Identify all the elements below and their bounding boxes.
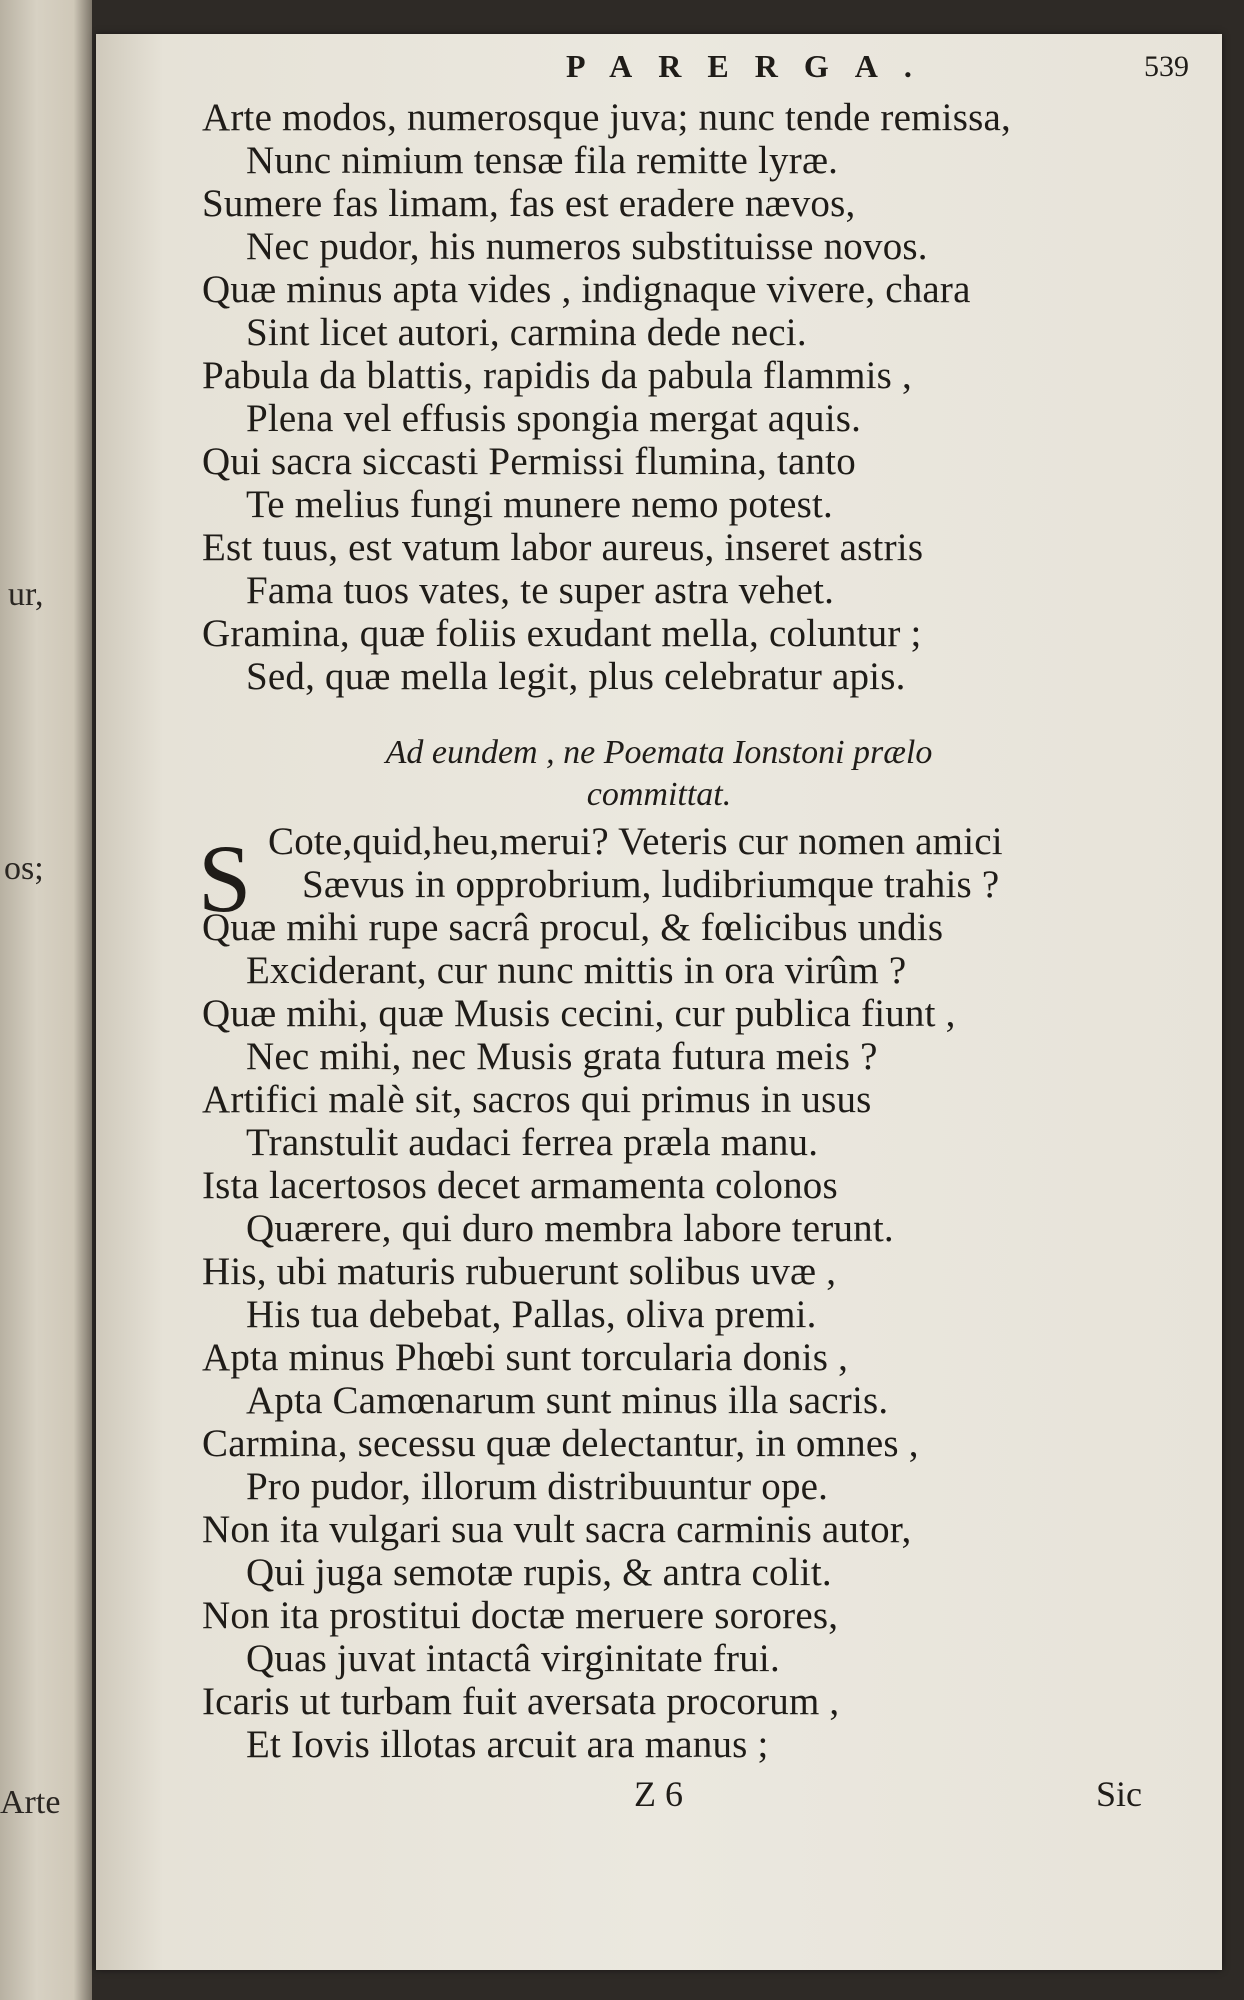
poem-2 xyxy=(202,820,1202,1766)
verse-line: Qui sacra siccasti Permissi flumina, tanto xyxy=(202,440,856,483)
verse-line: Cote,quid,heu,merui? Veteris cur nomen amici xyxy=(268,820,1003,863)
prev-page-fragment: os; xyxy=(4,850,44,887)
verse-line: Sævus in opprobrium, ludibriumque trahis ? xyxy=(302,863,1000,906)
verse-line: His, ubi maturis rubuerunt solibus uvæ , xyxy=(202,1250,837,1293)
verse-line: Quæ mihi rupe sacrâ procul, & fœlicibus undis xyxy=(202,906,944,949)
verse-line: Est tuus, est vatum labor aureus, inseret astris xyxy=(202,526,924,569)
drop-cap: S xyxy=(198,825,252,932)
poem-2-title-cont: committat. xyxy=(586,776,732,813)
verse-line: Non ita vulgari sua vult sacra carminis autor, xyxy=(202,1508,912,1551)
signature-mark: Z 6 xyxy=(634,1774,683,1814)
verse-line: Apta Camœnarum sunt minus illa sacris. xyxy=(246,1379,889,1422)
verse-line: Gramina, quæ foliis exudant mella, coluntur ; xyxy=(202,612,922,655)
verse-line: Nec pudor, his numeros substituisse novos. xyxy=(246,225,928,268)
verse-line: Transtulit audaci ferrea præla manu. xyxy=(246,1121,819,1164)
verse-line: Exciderant, cur nunc mittis in ora virûm ? xyxy=(246,949,907,992)
verse-line: Quas juvat intactâ virginitate frui. xyxy=(246,1637,780,1680)
verse-line: His tua debebat, Pallas, oliva premi. xyxy=(246,1293,817,1336)
verse-line: Sint licet autori, carmina dede neci. xyxy=(246,311,807,354)
verse-line: Quæ minus apta vides , indignaque vivere, chara xyxy=(202,268,971,311)
previous-page-edge xyxy=(0,0,92,2000)
prev-page-fragment: Arte xyxy=(0,1784,61,1821)
book-page xyxy=(96,34,1222,1970)
catchword: Sic xyxy=(1096,1774,1143,1814)
verse-line: Qui juga semotæ rupis, & antra colit. xyxy=(246,1551,832,1594)
verse-line: Te melius fungi munere nemo potest. xyxy=(246,483,833,526)
verse-line: Carmina, secessu quæ delectantur, in omnes , xyxy=(202,1422,919,1465)
prev-page-fragment: ur, xyxy=(8,576,44,613)
running-head: PARERGA. xyxy=(566,48,938,84)
verse-line: Quærere, qui duro membra labore terunt. xyxy=(246,1207,894,1250)
verse-line: Non ita prostitui doctæ meruere sorores, xyxy=(202,1594,839,1637)
verse-line: Arte modos, numerosque juva; nunc tende remissa, xyxy=(202,96,1011,139)
verse-line: Pabula da blattis, rapidis da pabula flammis , xyxy=(202,354,912,397)
verse-line: Pro pudor, illorum distribuuntur ope. xyxy=(246,1465,829,1508)
verse-line: Plena vel effusis spongia mergat aquis. xyxy=(246,397,862,440)
verse-line: Artifici malè sit, sacros qui primus in usus xyxy=(202,1078,872,1121)
verse-line: Sumere fas limam, fas est eradere nævos, xyxy=(202,182,856,225)
verse-line: Fama tuos vates, te super astra vehet. xyxy=(246,569,835,612)
verse-line: Sed, quæ mella legit, plus celebratur apis. xyxy=(246,655,906,698)
verse-line: Quæ mihi, quæ Musis cecini, cur publica fiunt , xyxy=(202,992,956,1035)
verse-line: Ista lacertosos decet armamenta colonos xyxy=(202,1164,838,1207)
verse-line: Nunc nimium tensæ fila remitte lyræ. xyxy=(246,139,839,182)
verse-line: Icaris ut turbam fuit aversata procorum , xyxy=(202,1680,840,1723)
verse-line: Et Iovis illotas arcuit ara manus ; xyxy=(246,1723,769,1766)
poem-1 xyxy=(202,96,1202,698)
page-number: 539 xyxy=(1144,50,1189,83)
verse-line: Nec mihi, nec Musis grata futura meis ? xyxy=(246,1035,878,1078)
verse-line: Apta minus Phœbi sunt torcularia donis , xyxy=(202,1336,849,1379)
poem-2-title: Ad eundem , ne Poemata Ionstoni prælo xyxy=(385,734,933,771)
